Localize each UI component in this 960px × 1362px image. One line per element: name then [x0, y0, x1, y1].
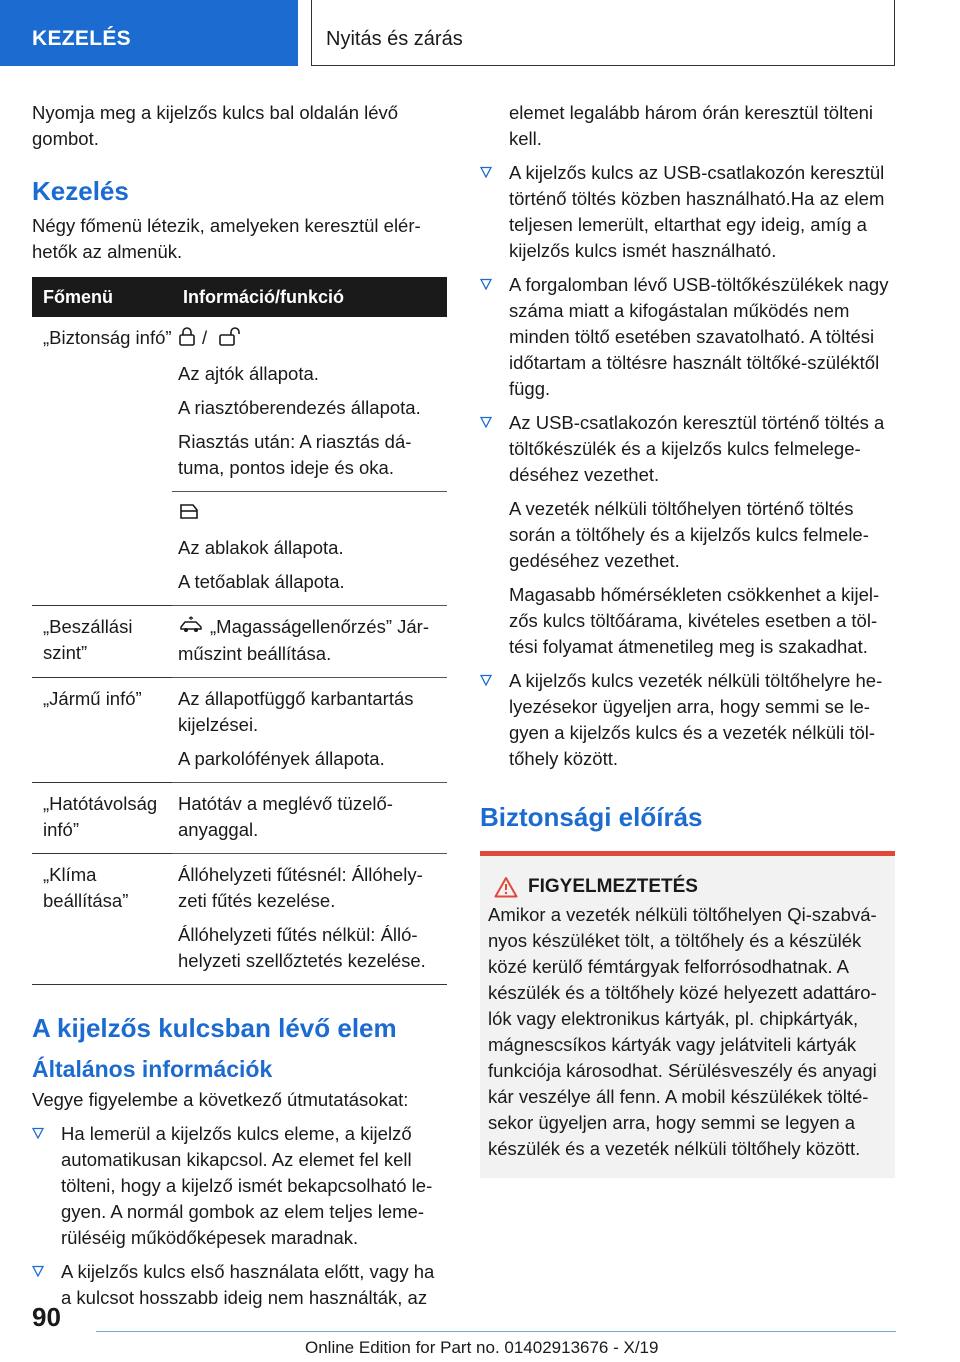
table-cell-info: [172, 605, 447, 677]
info-line: Az ajtók állapota.: [178, 362, 319, 384]
table-cell-info: [172, 853, 447, 984]
table-header-col1: Főmenü: [32, 277, 172, 317]
warning-triangle-icon: [494, 876, 518, 898]
heading-altalanos: Általános információk: [32, 1055, 273, 1082]
table-header-col2: Információ/funkció: [172, 277, 447, 317]
triangle-bullet-icon: [480, 416, 492, 428]
table-row: [32, 677, 447, 782]
footer-edition: Online Edition for Part no. 01402913676 - X/19: [305, 1338, 659, 1357]
window-icon: [178, 501, 200, 527]
chapter-title: Nyitás és zárás: [311, 0, 895, 66]
table-cell-menu: „Biztonság infó”: [32, 317, 172, 605]
list-item: Az USB-csatlakozón keresztül történő töltés a töltőkészülék és a kijelzős kulcs felmelege-déséhez vezethet. A vezeték nélküli töltőhelyen történő töltés során a töltőhely és a kijelzős kulcs felmele-gedéséhez vezethet. Magasabb hőmérsékleten csökkenhet a kijel-zős kulcs töltőárama, kivételes esetben a töl-tési folyamat átmenetileg meg is szakadhat.: [480, 410, 895, 660]
info-line: A tetőablak állapota.: [178, 570, 345, 592]
table-cell-menu: „Klíma beállítása”: [32, 853, 172, 984]
page-header: [0, 0, 960, 66]
footer-divider: [96, 1331, 896, 1332]
table-row: [32, 782, 447, 853]
table-cell-info: [172, 491, 447, 605]
table-cell-info: [172, 317, 447, 491]
list-item: A kijelzős kulcs első használata előtt, vagy ha a kulcsot hosszabb ideig nem használták, az: [32, 1259, 447, 1311]
left-bullet-list: [32, 1121, 447, 1311]
info-line: „Magasságellenőrzés” Jár-műszint beállítása.: [178, 615, 430, 664]
info-line: Riasztás után: A riasztás dá-tuma, pontos ideje és oka.: [178, 430, 412, 478]
table-row: [32, 317, 447, 491]
list-item: A forgalomban lévő USB-töltőkészülékek nagy száma miatt a kifogástalan működés nem minden töltő esetében szavatolható. A töltési időtartam a töltésre használt töltőké-szüléktől függ.: [480, 272, 895, 402]
info-line: Állóhelyzeti fűtésnél: Állóhely-zeti fűtés kezelése.: [178, 863, 423, 911]
triangle-bullet-icon: [32, 1127, 44, 1139]
list-item: Ha lemerül a kijelzős kulcs eleme, a kijelző automatikusan kikapcsol. Az elemet fel kell tölteni, hogy a kijelző ismét bekapcsolható le-gyen. A normál gombok az elem teljes leme-rüléséig működőképesek maradnak.: [32, 1121, 447, 1251]
altalanos-text: Vegye figyelembe a következő útmutatásokat:: [32, 1088, 409, 1110]
continuation-text: elemet legalább három órán keresztül tölteni kell.: [509, 102, 874, 149]
heading-elem: A kijelzős kulcsban lévő elem: [32, 1012, 397, 1043]
section-tab: KEZELÉS: [0, 0, 298, 66]
info-line: A riasztóberendezés állapota.: [178, 396, 421, 418]
warning-text: Amikor a vezeték nélküli töltőhelyen Qi-szabvá-nyos készüléket tölt, a töltőhely és a készülék közé kerülő fémtárgyak felforrósodhatnak. A készülék és a töltőhely közé helyezett adattáro-lók vagy elektronikus kártyák, pl. chipkártyák, mágnescsíkos kártyák vagy jelátviteli kártyák funkciója károsodhat. Sérülésveszély és anyagi kár veszélye áll fenn. A mobil készülékek tölté-sekor ügyeljen arra, hogy semmi se legyen a készülék és a vezeték nélküli töltőhely között.: [488, 904, 877, 1159]
triangle-bullet-icon: [480, 278, 492, 290]
table-cell-menu: „Jármű infó”: [32, 677, 172, 782]
table-cell-menu: „Hatótávolság infó”: [32, 782, 172, 853]
lock-closed-icon: [178, 326, 196, 353]
right-column: [480, 100, 895, 1178]
table-header-row: [32, 277, 447, 317]
car-height-icon: [178, 615, 204, 641]
list-item: A kijelzős kulcs az USB-csatlakozón keresztül történő töltés közben használható.Ha az elem teljesen lemerült, eltarthat egy ideig, amíg a kijelzős kulcs ismét használható.: [480, 160, 895, 264]
table-cell-info: [172, 782, 447, 853]
info-line: Az ablakok állapota.: [178, 536, 344, 558]
triangle-bullet-icon: [480, 166, 492, 178]
right-bullet-list: [480, 160, 895, 772]
triangle-bullet-icon: [480, 674, 492, 686]
page-number: 90: [32, 1302, 61, 1332]
heading-biztonsagi: Biztonsági előírás: [480, 802, 703, 832]
table-cell-menu: „Beszállási szint”: [32, 605, 172, 677]
info-line: A parkolófények állapota.: [178, 747, 385, 769]
info-line: Az állapotfüggő karbantartás kijelzései.: [178, 687, 414, 735]
menu-table: [32, 277, 447, 985]
lock-open-icon: [218, 326, 242, 353]
triangle-bullet-icon: [32, 1265, 44, 1277]
table-row: [32, 605, 447, 677]
icon-line: [178, 500, 443, 527]
intro-text: Nyomja meg a kijelzős kulcs bal oldalán lévő gombot.: [32, 102, 399, 149]
info-line: Hatótáv a meglévő tüzelő-anyaggal.: [178, 792, 393, 840]
heading-kezeles: Kezelés: [32, 176, 129, 206]
info-line: Állóhelyzeti fűtés nélkül: Álló-helyzeti szellőztetés kezelése.: [178, 923, 426, 971]
left-column: [32, 100, 447, 1311]
kezeles-text: Négy főmenü létezik, amelyeken keresztül elér-hetők az almenük.: [32, 215, 421, 262]
warning-title: FIGYELMEZTETÉS: [528, 876, 698, 897]
table-cell-info: [172, 677, 447, 782]
warning-box: [480, 851, 895, 1178]
table-row: [32, 853, 447, 984]
icon-line: [178, 325, 443, 353]
list-item: A kijelzős kulcs vezeték nélküli töltőhelyre he-lyezésekor ügyeljen arra, hogy semmi se le-gyen a kijelzős kulcs és a vezeték nélküli töl-tőhely között.: [480, 668, 895, 772]
icon-separator: /: [202, 327, 208, 348]
